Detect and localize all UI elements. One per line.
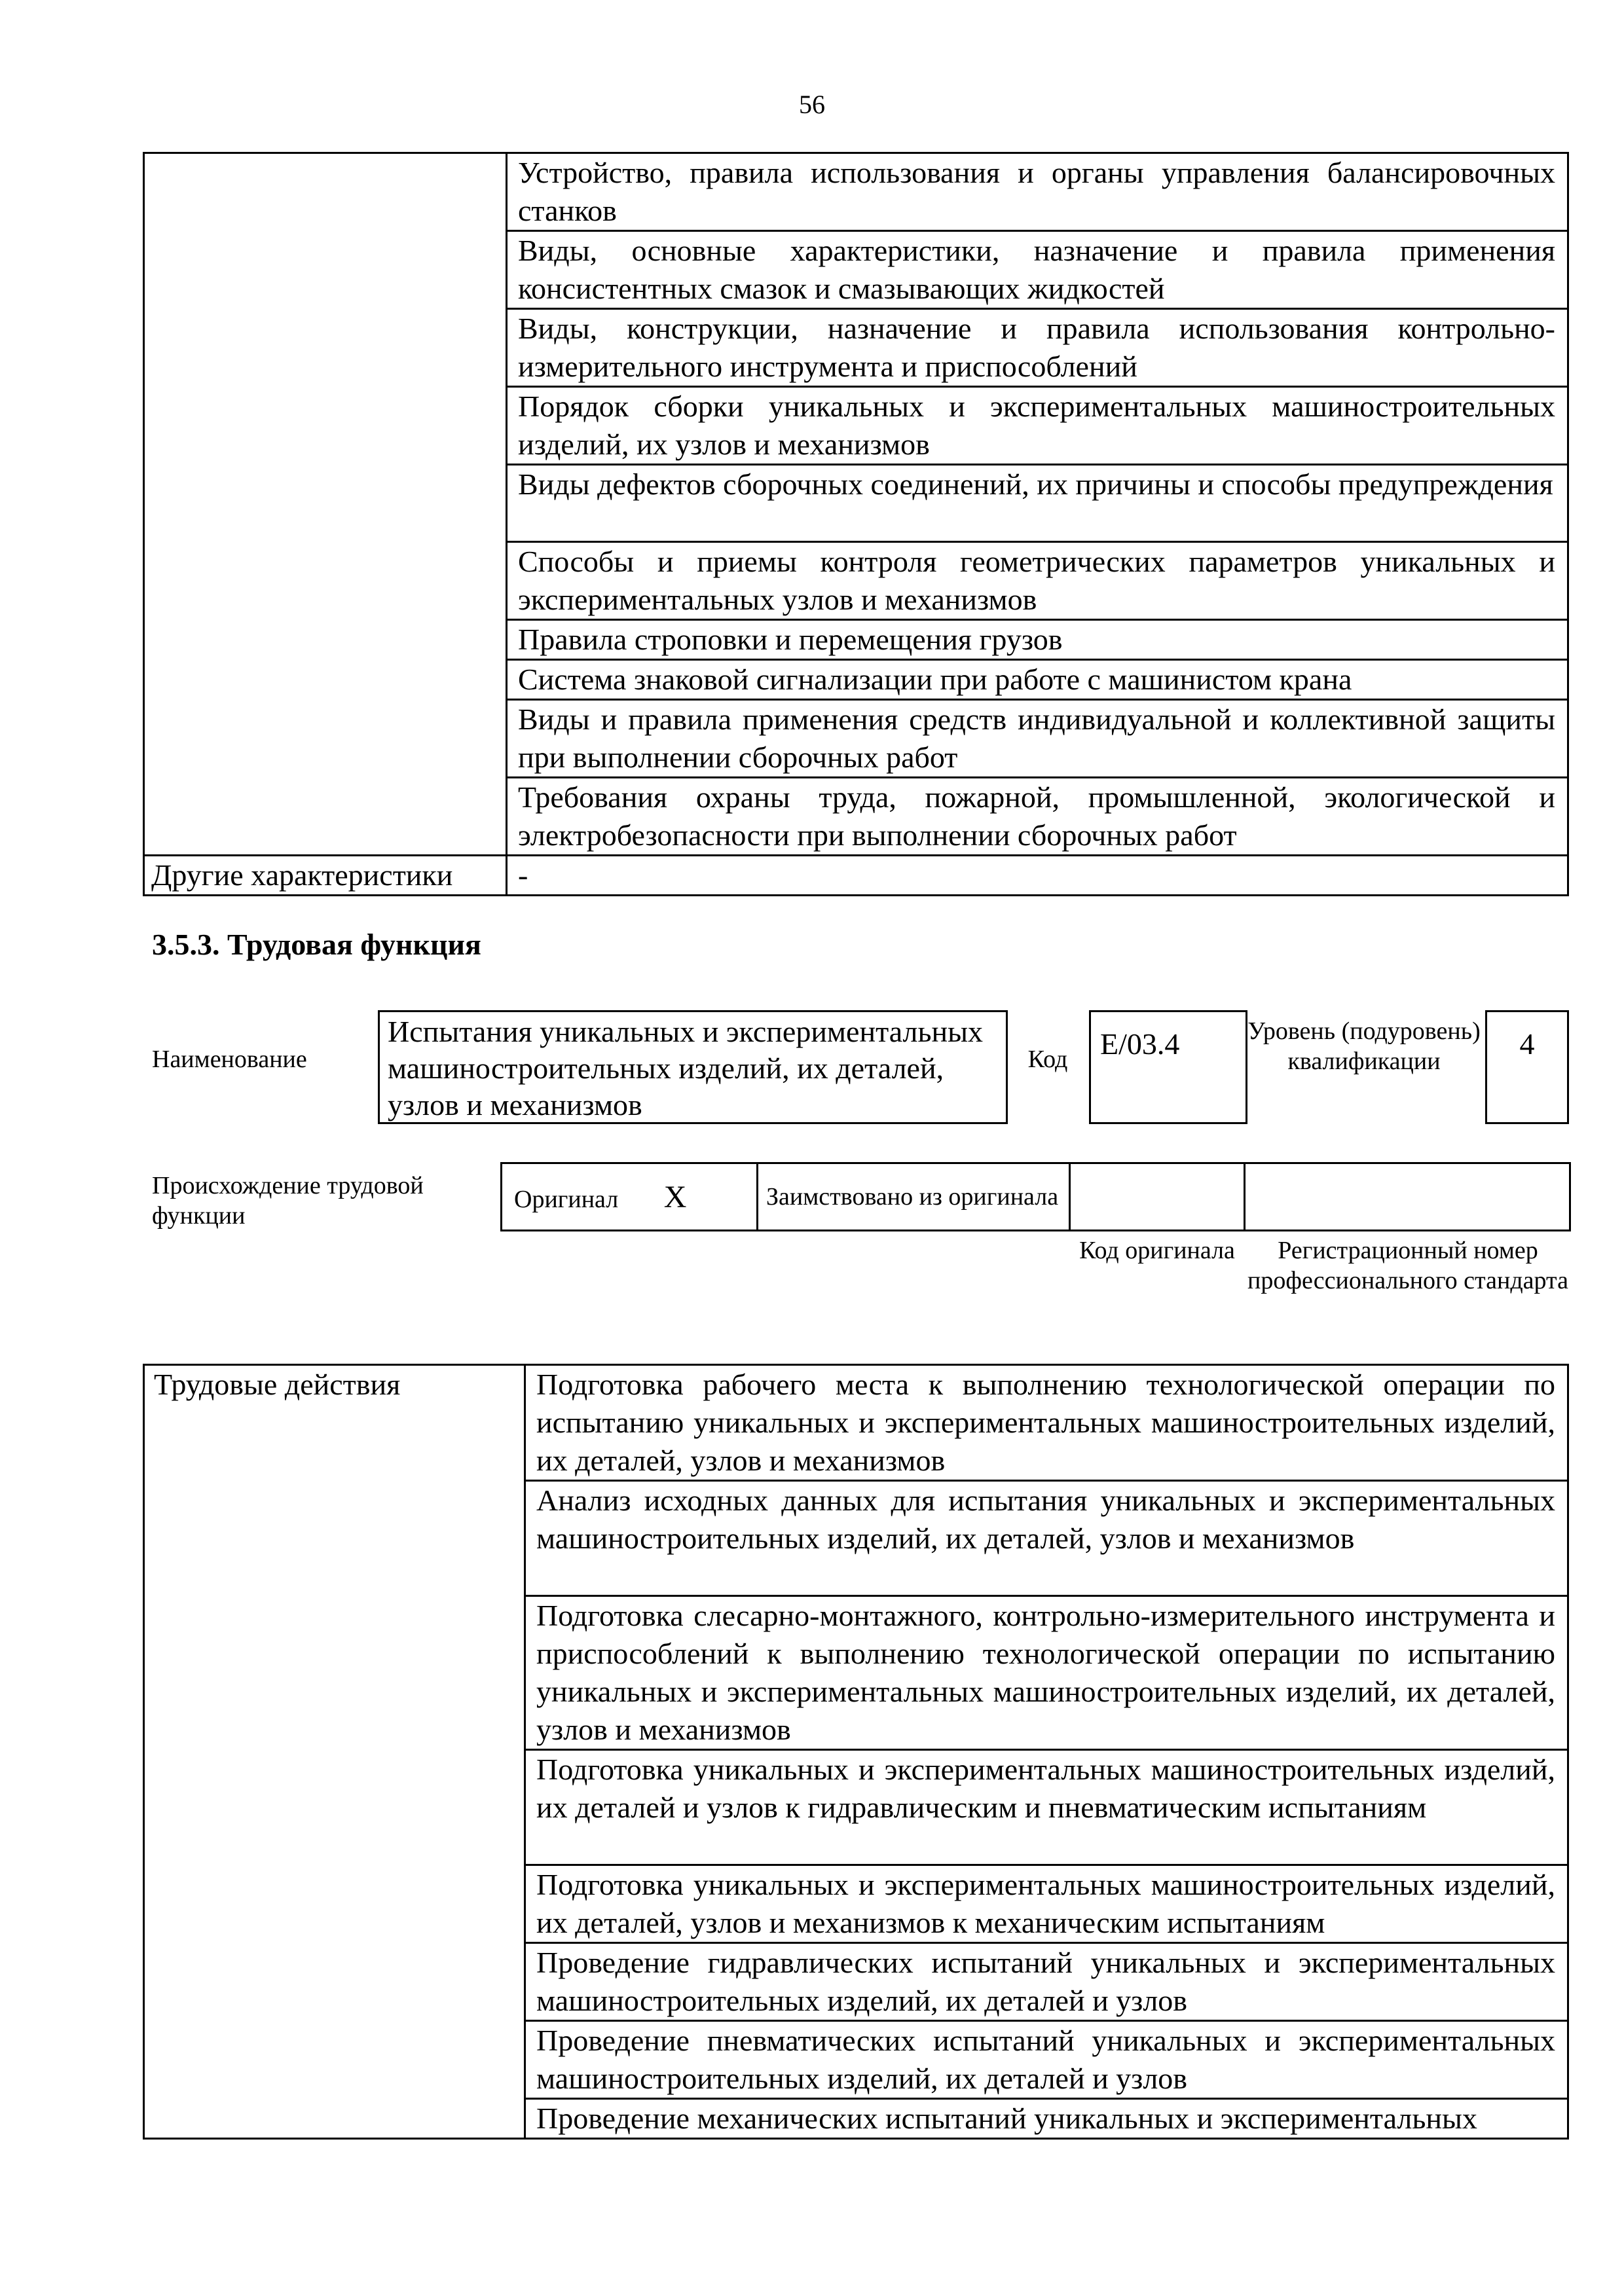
- other-characteristics-label: Другие характеристики: [144, 856, 507, 896]
- function-code-box: Е/03.4: [1089, 1010, 1247, 1124]
- origin-table: [500, 1162, 1571, 1231]
- original-mark: X: [663, 1179, 687, 1214]
- function-name-box: Испытания уникальных и экспериментальных машиностроительных изделий, их деталей, узлов и механизмов: [378, 1010, 1008, 1124]
- labor-actions-table: [143, 1364, 1569, 2140]
- other-characteristics-value: -: [507, 856, 1568, 896]
- knowledge-item: Виды дефектов сборочных соединений, их причины и способы предупреждения: [507, 465, 1568, 542]
- code-original-caption: Код оригинала: [1079, 1237, 1235, 1264]
- origin-label: Происхождение трудовой функции: [152, 1172, 424, 1230]
- knowledge-item: Способы и приемы контроля геометрических параметров уникальных и экспериментальных узлов и механизмов: [507, 542, 1568, 620]
- knowledge-table: [143, 152, 1569, 896]
- labor-action-item: Проведение гидравлических испытаний уникальных и экспериментальных машиностроительных изделий, их деталей и узлов: [525, 1943, 1568, 2021]
- labor-actions-label: Трудовые действия: [144, 1365, 525, 2139]
- labor-action-item: Подготовка слесарно-монтажного, контрольно-измерительного инструмента и приспособлений к выполнению технологической операции по испытанию уникальных и экспериментальных машиностроительных изделий, их деталей, узлов и механизмов: [525, 1596, 1568, 1750]
- code-original-cell: [1070, 1163, 1245, 1231]
- reg-number-caption: Регистрационный номер профессионального стандарта: [1247, 1237, 1568, 1294]
- knowledge-item: Требования охраны труда, пожарной, промышленной, экологической и электробезопасности при выполнении сборочных работ: [507, 778, 1568, 856]
- original-label: Оригинал: [514, 1185, 619, 1213]
- labor-action-item: Проведение механических испытаний уникальных и экспериментальных: [525, 2099, 1568, 2139]
- code-label: Код: [1027, 1046, 1068, 1073]
- knowledge-label-cell: [144, 153, 507, 856]
- knowledge-item: Виды, основные характеристики, назначение и правила применения консистентных смазок и смазывающих жидкостей: [507, 231, 1568, 309]
- labor-action-item: Подготовка уникальных и экспериментальных машиностроительных изделий, их деталей и узлов к гидравлическим и пневматическим испытаниям: [525, 1750, 1568, 1865]
- knowledge-item: Виды, конструкции, назначение и правила использования контрольно-измерительного инструмента и приспособлений: [507, 309, 1568, 387]
- qualification-level-box: 4: [1485, 1010, 1569, 1124]
- page-number: 56: [799, 90, 825, 119]
- knowledge-item: Устройство, правила использования и органы управления балансировочных станков: [507, 153, 1568, 231]
- qualification-level-label: Уровень (подуровень) квалификации: [1247, 1017, 1481, 1075]
- borrowed-label: Заимствовано из оригинала: [758, 1163, 1070, 1231]
- labor-action-item: Подготовка уникальных и экспериментальных машиностроительных изделий, их деталей, узлов и механизмов к механическим испытаниям: [525, 1865, 1568, 1943]
- section-heading: 3.5.3. Трудовая функция: [152, 928, 481, 961]
- reg-number-cell: [1245, 1163, 1570, 1231]
- origin-original-cell: [502, 1163, 758, 1231]
- labor-action-item: Подготовка рабочего места к выполнению технологической операции по испытанию уникальных и экспериментальных машиностроительных изделий, их деталей, узлов и механизмов: [525, 1365, 1568, 1481]
- knowledge-item: Порядок сборки уникальных и экспериментальных машиностроительных изделий, их узлов и механизмов: [507, 387, 1568, 465]
- labor-action-item: Проведение пневматических испытаний уникальных и экспериментальных машиностроительных изделий, их деталей и узлов: [525, 2021, 1568, 2099]
- name-label: Наименование: [152, 1046, 307, 1073]
- knowledge-item: Правила строповки и перемещения грузов: [507, 620, 1568, 660]
- knowledge-item: Виды и правила применения средств индивидуальной и коллективной защиты при выполнении сборочных работ: [507, 700, 1568, 778]
- knowledge-item: Система знаковой сигнализации при работе с машинистом крана: [507, 660, 1568, 700]
- labor-action-item: Анализ исходных данных для испытания уникальных и экспериментальных машиностроительных изделий, их деталей, узлов и механизмов: [525, 1481, 1568, 1596]
